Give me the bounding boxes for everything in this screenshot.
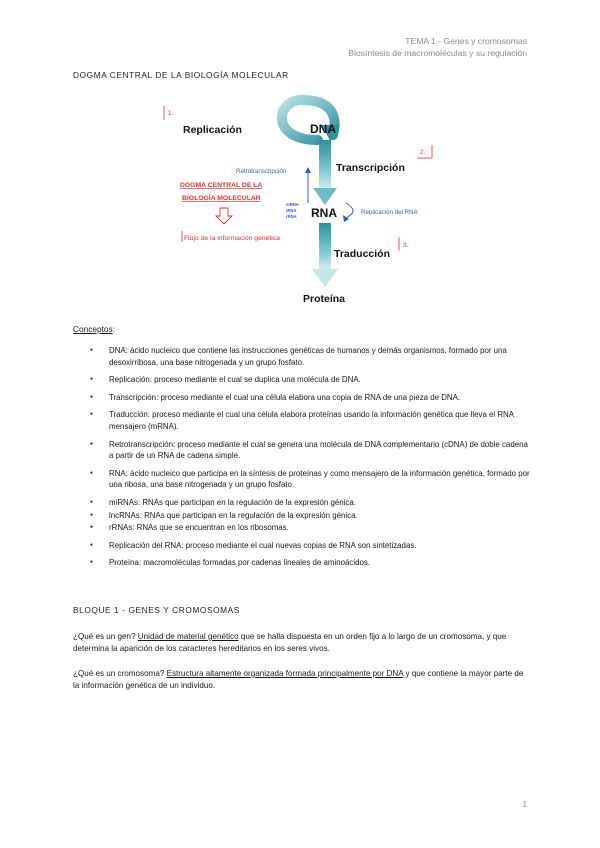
label-dna: DNA bbox=[310, 122, 336, 136]
central-dogma-diagram bbox=[160, 95, 460, 310]
header-subtitle: Biosíntesis de macromoléculas y su regulación bbox=[348, 48, 527, 58]
header-doc-title: TEMA 1 - Genes y cromosomas bbox=[405, 36, 527, 46]
list-item: ● Traducción: proceso mediante el cual una célula elabora proteínas usando la información genética que lleva el RNA mensajero (mRNA). bbox=[90, 409, 530, 432]
list-item: ● Retrotranscripción: proceso mediante el cual se genera una molécula de DNA complementario (cDNA) de doble cadena a partir de un RNA de cadena simple. bbox=[90, 439, 530, 462]
list-item: ● miRNAs: RNAs que participan en la regulación de la expresión génica. bbox=[90, 497, 530, 509]
label-replicacion: Replicación bbox=[183, 124, 242, 136]
list-item: ● RNA: ácido nucleico que participa en la síntesis de proteínas y como mensajero de la información genética, formado por una ribosa, una base nitrogenada y un grupo fosfato. bbox=[90, 468, 530, 491]
bloque-heading: BLOQUE 1 - GENES Y CROMOSOMAS bbox=[73, 605, 240, 615]
list-item: ● DNA: ácido nucleico que contiene las instrucciones genéticas de humanos y demás organismos, formado por una desoxirribosa, una base nitrogenada y un grupo fosfato. bbox=[90, 345, 530, 368]
list-item: ● rRNAs: RNAs que se encuentran en los ribosomas. bbox=[90, 522, 530, 534]
translation-arrowhead bbox=[312, 269, 338, 287]
cromosoma-definition: ¿Qué es un cromosoma? Estructura altamente organizada formada principalmente por DNA y que contiene la mayor parte de la información genética de un individuo. bbox=[73, 669, 524, 690]
label-rna-type-2: tRNA bbox=[286, 208, 297, 213]
flow-down-arrow-icon bbox=[216, 208, 232, 224]
dogma-title-line1: DOGMA CENTRAL DE LA bbox=[180, 182, 263, 189]
label-flujo: Flujo de la información genética bbox=[184, 235, 280, 242]
label-proteina: Proteína bbox=[303, 293, 346, 305]
label-num-3: 3. bbox=[403, 242, 409, 249]
gen-definition: ¿Qué es un gen? Unidad de material genético que se halla dispuesta en un orden fijo a lo largo de un cromosoma, y que determina la aparición de los caracteres hereditarios en los seres vivos. bbox=[73, 632, 507, 653]
dogma-title-line2: BIOLOGÍA MOLECULAR bbox=[182, 195, 261, 202]
label-transcripcion: Transcripción bbox=[336, 162, 405, 174]
translation-arrow-shaft bbox=[319, 223, 331, 270]
list-item: ● Replicación: proceso mediante el cual se duplica una molécula de DNA. bbox=[90, 374, 530, 386]
list-item: ● lncRNAs: RNAs que participan en la regulación de la expresión génica. bbox=[90, 510, 530, 522]
page-number: 1 bbox=[522, 800, 527, 809]
label-replicacion-rna: Replicación del RNA bbox=[361, 209, 418, 216]
label-retrotranscripcion: Retrotranscripción bbox=[236, 168, 287, 175]
section-title: DOGMA CENTRAL DE LA BIOLOGÍA MOLECULAR bbox=[73, 70, 289, 80]
rna-replication-arrow bbox=[346, 203, 353, 218]
list-item: ● Replicación del RNA: proceso mediante el cual nuevas copias de RNA son sintetizadas. bbox=[90, 540, 530, 552]
label-num-2: 2. bbox=[420, 149, 426, 156]
list-item: ● Transcripción: proceso mediante el cual una célula elabora una copia de RNA de una pieza de DNA. bbox=[90, 392, 530, 404]
label-rna-type-1: mRNA bbox=[286, 202, 299, 207]
conceptos-heading: Conceptos: bbox=[73, 324, 115, 334]
transcription-arrow-shaft bbox=[319, 140, 331, 190]
label-rna-type-3: rRNA bbox=[286, 214, 297, 219]
transcription-arrowhead bbox=[313, 188, 337, 205]
label-traduccion: Traducción bbox=[334, 248, 391, 260]
label-rna: RNA bbox=[311, 206, 337, 220]
label-num-1: 1. bbox=[168, 110, 174, 117]
rna-replication-arrowhead bbox=[343, 215, 349, 222]
retrotranscription-arrowhead bbox=[305, 167, 311, 173]
list-item: ● Proteína: macromoléculas formadas por cadenas lineales de aminoácidos. bbox=[90, 557, 530, 569]
conceptos-list bbox=[90, 345, 530, 575]
